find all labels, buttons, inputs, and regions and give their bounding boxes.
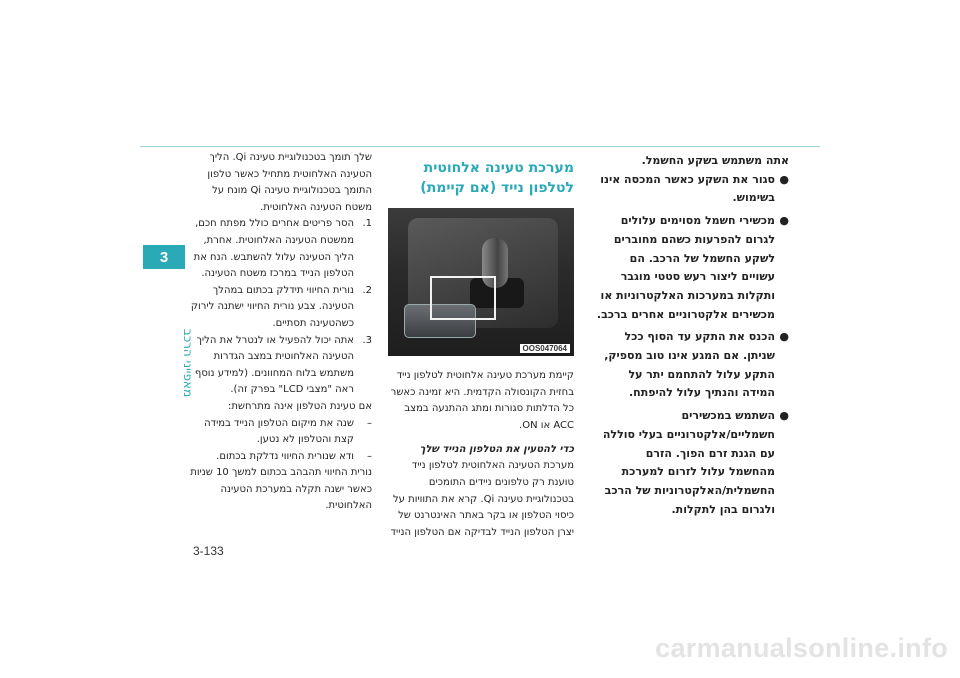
image-code: OOS047064 <box>520 344 570 353</box>
list-item <box>596 212 789 324</box>
subheading: כדי להטעין את הטלפון הנייד שלך <box>419 444 574 456</box>
outro-paragraph: נורית החיווי תהבהב בכתום למשך 10 שניות כאשר ישנה תקלה במערכת הטעינה האלחוטית. <box>190 467 372 512</box>
numbered-item <box>188 283 372 333</box>
bullet-icon: ● <box>779 409 789 423</box>
dash-mark: – <box>367 417 372 429</box>
list-item-text: הכנס את התקע עד הסוף ככל שניתן. אם המגע אינו טוב מספיק, התקע עלול להתחמם יתר על המידה והנתיך עלול להיפתח. <box>604 330 775 400</box>
chapter-tab <box>143 245 185 269</box>
item-number: 3. <box>362 334 372 346</box>
description-paragraph: קיימת מערכת טעינה אלחוטית לטלפון נייד בחזית הקונסולה הקדמית. היא זמינה כאשר כל הדלתות סגורות ומתג ההתנעה במצב ACC או ON. <box>390 370 574 431</box>
list-item <box>596 407 789 519</box>
left-column <box>188 150 372 515</box>
bullet-icon: ● <box>779 330 789 344</box>
numbered-item <box>188 216 372 282</box>
numbered-item <box>188 333 372 399</box>
list-item-text: סגור את השקע כאשר המכסה אינו בשימוש. <box>600 172 775 205</box>
chapter-title: מאפייני הרכב <box>181 328 195 398</box>
list-item <box>596 171 789 208</box>
dash-item <box>188 449 372 466</box>
troubleshoot-heading: אם טעינת הטלפון אינה מתרחשת: <box>227 400 372 412</box>
dash-mark: – <box>367 450 372 462</box>
item-text: הסר פריטים אחרים כולל מפתח חכם, ממשטח הטעינה האלחוטית. אחרת, הליך הטעינה עלול להשתבש. הנח את הטלפון הנייד במרכז משטח הטעינה. <box>193 218 354 280</box>
item-number: 2. <box>362 284 372 296</box>
watermark: carmanualsonline.info <box>655 633 948 663</box>
item-text: נורית החיווי תידלק בכתום במהלך הטעינה. צבע נורית החיווי ישתנה לירוק כשהטעינה תסתיים. <box>190 284 354 329</box>
bullet-icon: ● <box>779 214 789 228</box>
lead-line: אתה משתמש בשקע החשמל. <box>641 154 789 167</box>
middle-column <box>386 150 574 541</box>
instruction-paragraph: מערכת הטעינה האלחוטית לטלפון נייד טוענת רק טלפונים ניידים התומכים בטכנולוגיית טעינה Qi. קרא את התוויות על כיסוי הטלפון או בקר באתר האינטרנט של יצרן הטלפון הנייד לבדיקה אם הטלפון הנייד <box>390 460 574 538</box>
list-item-text: מכשירי חשמל מסוימים עלולים לגרום להפרעות כשהם מחוברים לשקע החשמל של הרכב. הם עשויים ליצור רעש סטטי מוגבר ותקלות במערכות האלקטרוניות או מכשירים אלקטרוניים אחרים ברכב. <box>596 214 775 321</box>
intro-paragraph: שלך תומך בטכנולוגיית טעינה Qi. הליך הטעינה האלחוטית מתחיל כאשר טלפון התומך בטכנולוגיית טעינה Qi מונח על משטח הטעינה האלחוטית. <box>207 152 372 213</box>
caution-list <box>596 171 789 520</box>
section-title: מערכת טעינה אלחוטית לטלפון נייד (אם קיימת) <box>420 160 574 196</box>
list-item <box>596 328 789 403</box>
list-item-text: השתמש במכשירים חשמליים/אלקטרוניים בעלי סוללה עם הגנת זרם הפוך. הזרם מהחשמל עלול לזרום למערכת החשמלית/האלקטרוניות של הרכב ולגרום בהן לתקלות. <box>602 409 775 516</box>
right-column <box>596 152 789 523</box>
item-text: אתה יכול להפעיל או לנטרל את הליך הטעינה האלחוטית במצב הגדרות משתמש בלוח המחוונים. (למידע נוסף ראה "מצבי LCD" בפרק זה). <box>194 334 354 396</box>
console-photo <box>388 208 574 356</box>
dash-item <box>188 416 372 449</box>
bullet-icon: ● <box>779 172 789 186</box>
dash-text: שנה את מיקום הטלפון הנייד במידה קצת והטלפון לא נטען. <box>204 417 354 446</box>
page-number: 3-133 <box>193 544 224 558</box>
top-rule <box>140 146 820 147</box>
highlight-frame <box>430 276 496 320</box>
chapter-number: 3 <box>159 248 169 266</box>
item-number: 1. <box>362 218 372 230</box>
dash-text: ודא שנורית החיווי נדלקת בכתום. <box>216 450 354 462</box>
